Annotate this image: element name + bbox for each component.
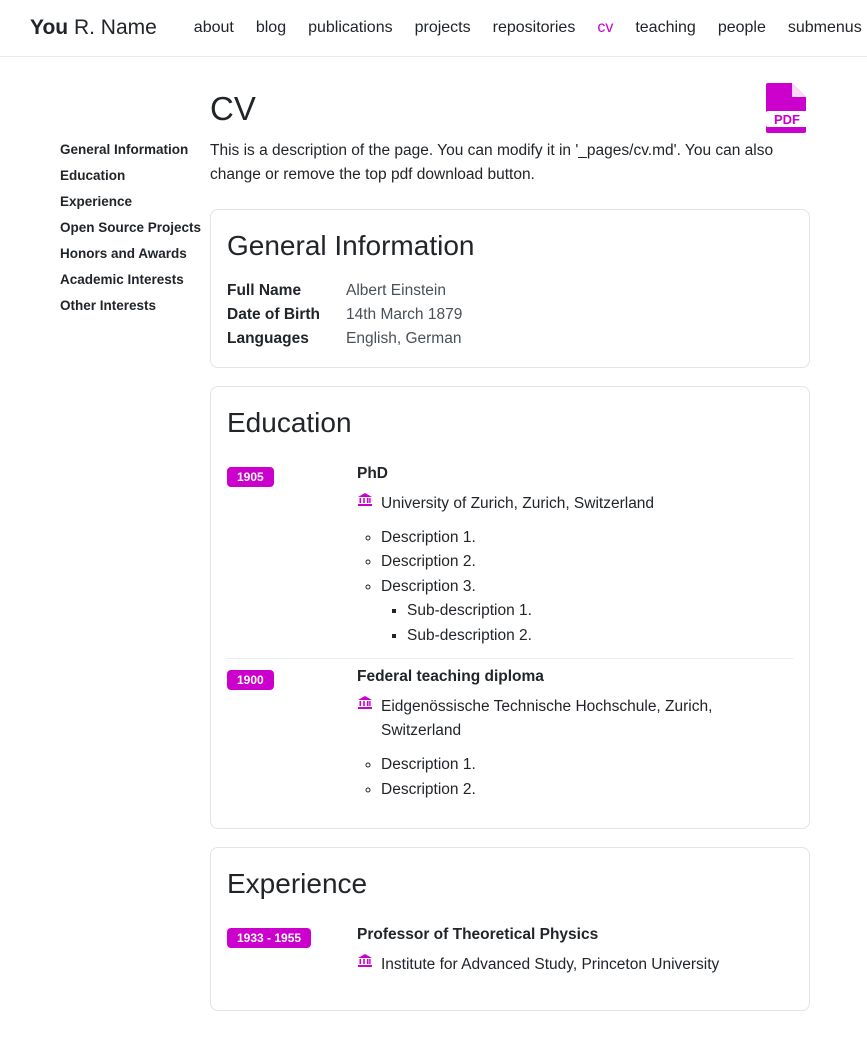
page-header (210, 89, 810, 187)
institution-icon (357, 492, 373, 516)
main-content (210, 89, 810, 1029)
entry-place (357, 953, 787, 977)
page-title: CV (210, 90, 256, 127)
nav-links (183, 19, 867, 37)
entry-date (227, 925, 357, 983)
nav-link-people[interactable]: people (717, 19, 766, 36)
table-row (227, 303, 462, 327)
list-item: ▪ Sub-description 2. (407, 624, 787, 648)
entry-place-text: Institute for Advanced Study, Princeton University (381, 956, 720, 974)
sidebar-item-open-source-projects[interactable]: Open Source Projects (60, 220, 202, 235)
info-value-full-name: Albert Einstein (346, 281, 446, 299)
site-brand[interactable] (30, 16, 157, 40)
status-badge: 1900 (227, 670, 274, 690)
table-row (227, 279, 462, 303)
page-description: This is a description of the page. You can modify it in '_pages/cv.md'. You can also change or remove the top pdf download button. (210, 141, 774, 183)
table-row (227, 327, 462, 351)
institution-icon (357, 953, 373, 977)
entry-body (357, 667, 793, 802)
brand-strong: You (30, 16, 69, 39)
card-heading-education: Education (227, 406, 352, 438)
entry-place-text: Eidgenössische Technische Hochschule, Zurich, Switzerland (381, 698, 713, 740)
nav-link-about[interactable]: about (193, 19, 234, 36)
list-item: ▪ Sub-description 1. (407, 599, 787, 623)
card-education (210, 386, 810, 830)
card-general-information (210, 209, 810, 368)
entry-date (227, 667, 357, 802)
card-heading-experience: Experience (227, 868, 368, 900)
page-body (0, 57, 867, 1029)
nav-link-publications[interactable]: publications (308, 19, 393, 36)
nav-link-submenus[interactable]: submenus (777, 19, 867, 37)
list-item (227, 917, 793, 993)
navbar (0, 0, 867, 57)
nav-link-blog[interactable]: blog (255, 19, 287, 36)
list-item: ◦ Description 2. (381, 550, 787, 574)
nav-link-teaching[interactable]: teaching (635, 19, 696, 36)
svg-text:PDF: PDF (774, 112, 800, 127)
sidebar-item-other-interests[interactable]: Other Interests (60, 298, 157, 313)
info-key-date-of-birth: Date of Birth (227, 305, 320, 323)
entry-description-list (357, 526, 787, 648)
list-item: ◦ Description 1. (381, 526, 787, 550)
institution-icon (357, 695, 373, 743)
nav-link-repositories[interactable]: repositories (492, 19, 576, 36)
toc-sidebar (30, 89, 210, 1029)
info-value-date-of-birth: 14th March 1879 (346, 305, 463, 323)
entry-description-list (357, 753, 787, 802)
list-item (227, 658, 793, 812)
list-item: ◦ Description 1. (381, 753, 787, 777)
list-item-text: Description 3. (381, 577, 476, 595)
status-badge: 1905 (227, 467, 274, 487)
card-experience (210, 847, 810, 1010)
sidebar-item-general-information[interactable]: General Information (60, 142, 189, 157)
entry-title: Professor of Theoretical Physics (357, 926, 599, 944)
sidebar-item-experience[interactable]: Experience (60, 194, 133, 209)
list-item (381, 575, 787, 648)
nav-link-projects[interactable]: projects (414, 19, 471, 36)
nav-link-cv[interactable]: cv (597, 19, 614, 36)
info-value-languages: English, German (346, 329, 462, 347)
entry-body (357, 464, 793, 649)
general-information-table (227, 279, 462, 351)
info-key-full-name: Full Name (227, 281, 302, 299)
entry-place (357, 492, 787, 516)
entry-date (227, 464, 357, 649)
sidebar-item-education[interactable]: Education (60, 168, 126, 183)
entry-title: PhD (357, 464, 388, 482)
entry-sub-description-list (381, 599, 787, 648)
sidebar-item-honors-and-awards[interactable]: Honors and Awards (60, 246, 187, 261)
sidebar-item-academic-interests[interactable]: Academic Interests (60, 272, 184, 287)
card-heading-general-information: General Information (227, 229, 475, 261)
info-key-languages: Languages (227, 329, 309, 347)
entry-title: Federal teaching diploma (357, 668, 544, 686)
entry-place-text: University of Zurich, Zurich, Switzerland (381, 494, 655, 512)
list-item (227, 456, 793, 659)
entry-body (357, 925, 793, 983)
brand-rest: R. Name (68, 16, 157, 39)
status-badge: 1933 - 1955 (227, 928, 311, 948)
list-item: ◦ Description 2. (381, 778, 787, 802)
entry-place (357, 695, 787, 743)
pdf-download-button[interactable] (764, 81, 810, 133)
